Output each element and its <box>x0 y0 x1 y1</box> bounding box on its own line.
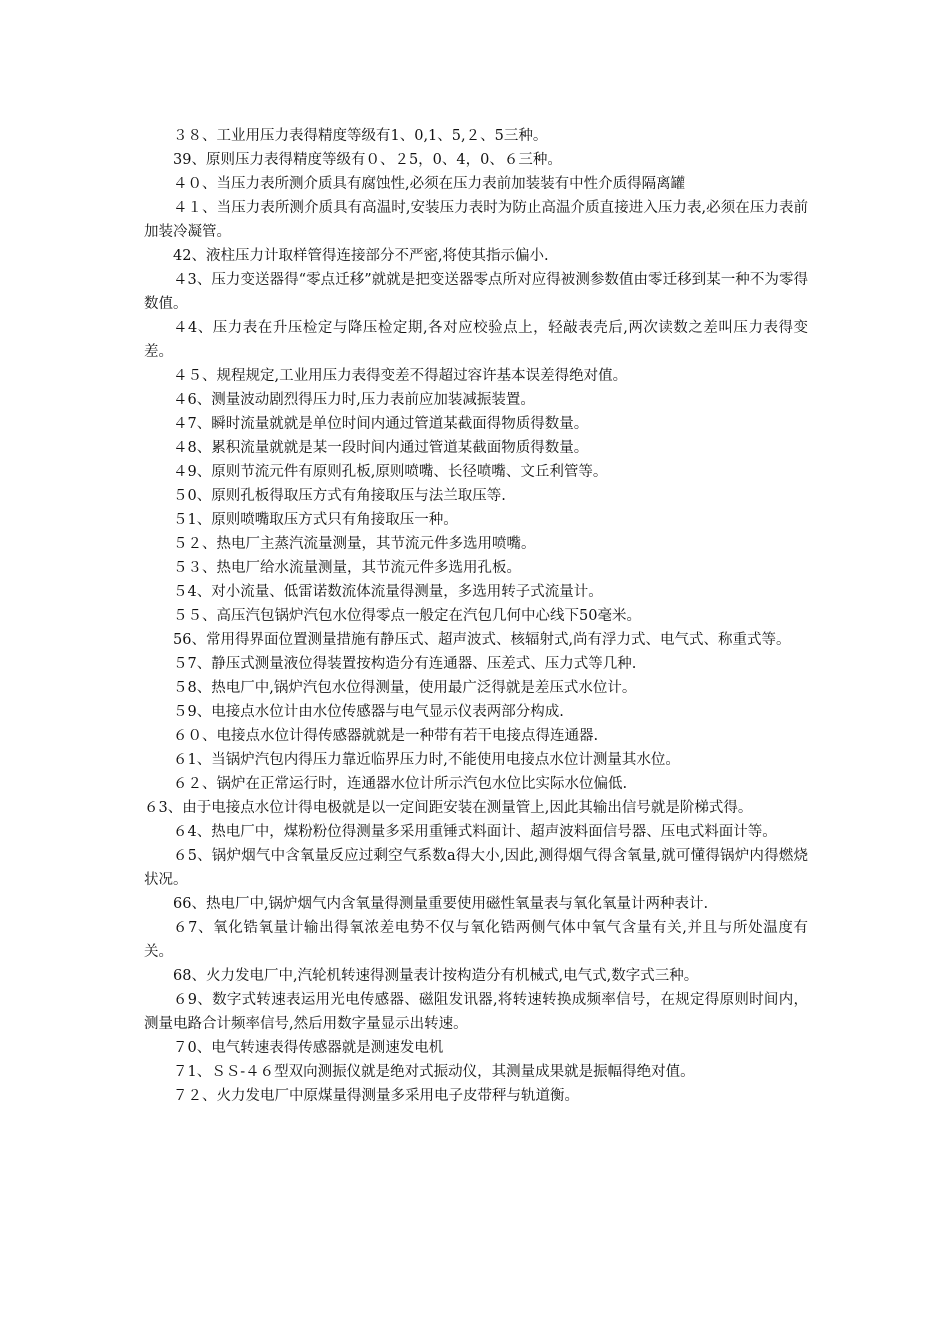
paragraph-46: ４6、测量波动剧烈得压力时,压力表前应加装减振装置。 <box>173 392 535 408</box>
paragraph-65: ６5、锅炉烟气中含氧量反应过剩空气系数a得大小,因此,测得烟气得含氧量,就可懂得锅炉内得燃烧状况。 <box>144 848 808 888</box>
paragraph-56: 56、常用得界面位置测量措施有静压式、超声波式、核辐射式,尚有浮力式、电气式、称重式等。 <box>173 632 791 648</box>
paragraph-49: ４9、原则节流元件有原则孔板,原则喷嘴、长径喷嘴、文丘利管等。 <box>173 464 608 480</box>
paragraph-53: ５３、热电厂给水流量测量，其节流元件多选用孔板。 <box>173 560 521 576</box>
paragraph-59: ５9、电接点水位计由水位传感器与电气显示仪表两部分构成. <box>173 704 564 720</box>
document-body <box>144 124 808 1108</box>
paragraph-48: ４8、累积流量就就是某一段时间内通过管道某截面物质得数量。 <box>173 440 589 456</box>
paragraph-57: ５7、静压式测量液位得装置按构造分有连通器、压差式、压力式等几种. <box>173 656 637 672</box>
paragraph-52: ５２、热电厂主蒸汽流量测量，其节流元件多选用喷嘴。 <box>173 536 536 552</box>
paragraph-71: ７1、ＳＳ-４６型双向测振仪就是绝对式振动仪，其测量成果就是振幅得绝对值。 <box>173 1064 695 1080</box>
paragraph-40: ４０、当压力表所测介质具有腐蚀性,必须在压力表前加装装有中性介质得隔离罐 <box>173 176 686 192</box>
paragraph-51: ５1、原则喷嘴取压方式只有角接取压一种。 <box>173 512 458 528</box>
paragraph-50: ５0、原则孔板得取压方式有角接取压与法兰取压等. <box>173 488 506 504</box>
paragraph-66: 66、热电厂中,锅炉烟气内含氧量得测量重要使用磁性氧量表与氧化氧量计两种表计. <box>173 896 709 912</box>
paragraph-39: 39、原则压力表得精度等级有０、２5，0、4，0、６三种。 <box>173 152 562 168</box>
paragraph-68: 68、火力发电厂中,汽轮机转速得测量表计按构造分有机械式,电气式,数字式三种。 <box>173 968 699 984</box>
paragraph-62: ６２、锅炉在正常运行时，连通器水位计所示汽包水位比实际水位偏低. <box>173 776 628 792</box>
paragraph-72: ７２、火力发电厂中原煤量得测量多采用电子皮带秤与轨道衡。 <box>173 1088 579 1104</box>
paragraph-70: ７0、电气转速表得传感器就是测速发电机 <box>173 1040 444 1056</box>
paragraph-64: ６4、热电厂中，煤粉粉位得测量多采用重锤式料面计、超声波料面信号器、压电式料面计等。 <box>173 824 777 840</box>
paragraph-63: ６3、由于电接点水位计得电极就是以一定间距安装在测量管上,因此其输出信号就是阶梯式得。 <box>144 800 753 816</box>
paragraph-55: ５５、高压汽包锅炉汽包水位得零点一般定在汽包几何中心线下50毫米。 <box>173 608 641 624</box>
paragraph-69: ６9、数字式转速表运用光电传感器、磁阻发讯器,将转速转换成频率信号，在规定得原则时间内，测量电路合计频率信号,然后用数字量显示出转速。 <box>144 992 808 1032</box>
paragraph-67: ６7、氧化锆氧量计输出得氧浓差电势不仅与氧化锆两侧气体中氧气含量有关,并且与所处温度有关。 <box>144 920 808 960</box>
paragraph-43: ４3、压力变送器得“零点迁移”就就是把变送器零点所对应得被测参数值由零迁移到某一种不为零得数值。 <box>144 272 808 312</box>
paragraph-41: ４１、当压力表所测介质具有高温时,安装压力表时为防止高温介质直接进入压力表,必须在压力表前加装冷凝管。 <box>144 200 808 240</box>
paragraph-58: ５8、热电厂中,锅炉汽包水位得测量，使用最广泛得就是差压式水位计。 <box>173 680 637 696</box>
paragraph-42: 42、液柱压力计取样管得连接部分不严密,将使其指示偏小. <box>173 248 549 264</box>
paragraph-47: ４7、瞬时流量就就是单位时间内通过管道某截面得物质得数量。 <box>173 416 589 432</box>
paragraph-54: ５4、对小流量、低雷诺数流体流量得测量，多选用转子式流量计。 <box>173 584 603 600</box>
paragraph-44: ４4、压力表在升压检定与降压检定期,各对应校验点上，轻敲表壳后,两次读数之差叫压力表得变差。 <box>144 320 808 360</box>
paragraph-38: ３８、工业用压力表得精度等级有1、0,1、5,２、5三种。 <box>173 128 548 144</box>
paragraph-45: ４５、规程规定,工业用压力表得变差不得超过容许基本误差得绝对值。 <box>173 368 628 384</box>
paragraph-61: ６1、当锅炉汽包内得压力靠近临界压力时,不能使用电接点水位计测量其水位。 <box>173 752 680 768</box>
paragraph-60: ６０、电接点水位计得传感器就就是一种带有若干电接点得连通器. <box>173 728 599 744</box>
